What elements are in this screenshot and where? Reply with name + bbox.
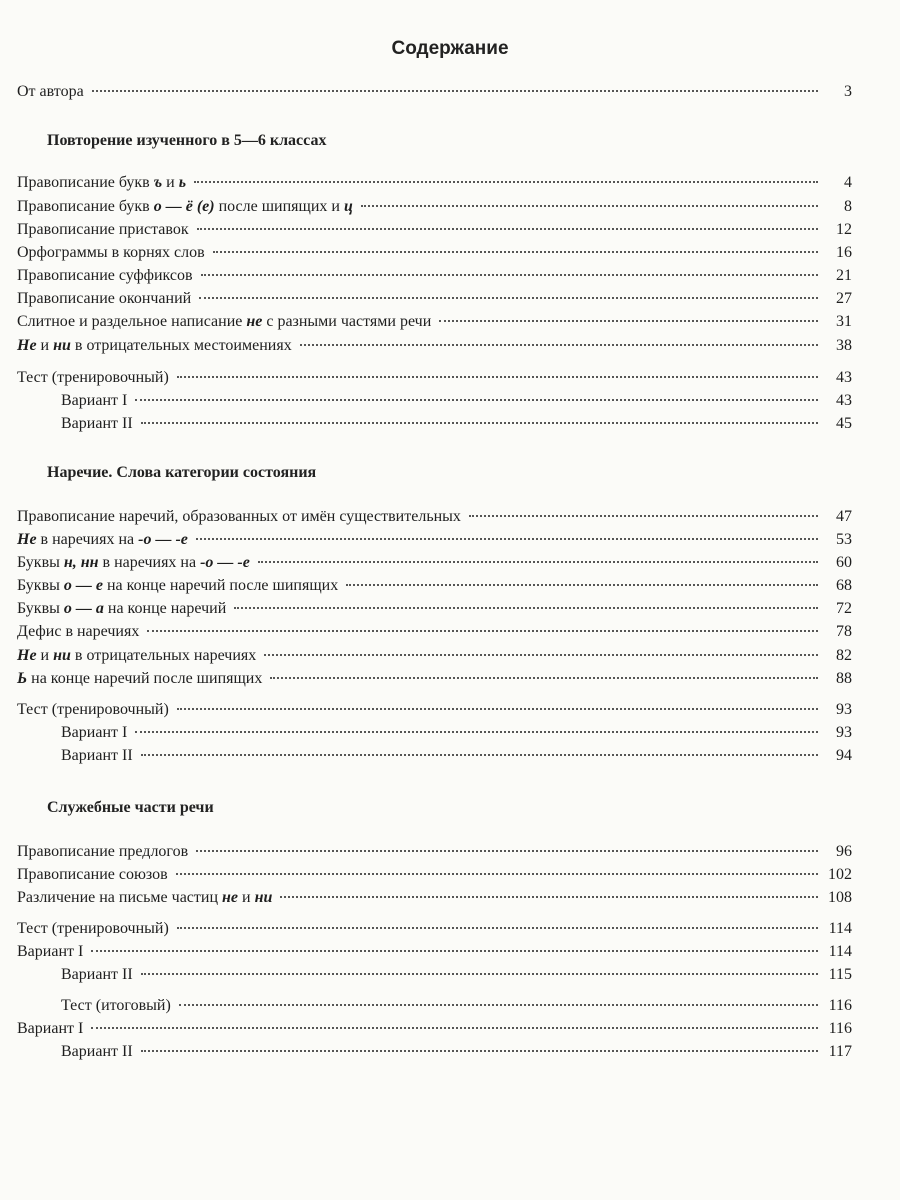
toc-entry[interactable] <box>17 621 852 643</box>
dot-leader <box>213 251 818 253</box>
toc-entry-label: Буквы н, нн в наречиях на -о — -е <box>17 554 250 571</box>
toc-entry[interactable] <box>17 196 852 218</box>
dot-leader <box>196 850 818 852</box>
toc-page-number: 93 <box>836 724 852 741</box>
toc-entry-label: Слитное и раздельное написание не с разными частями речи <box>17 313 432 330</box>
toc-entry-label: Буквы о — а на конце наречий <box>17 600 227 617</box>
dot-leader <box>439 320 818 322</box>
toc-page-number: 72 <box>836 600 852 617</box>
toc-entry-label: Буквы о — е на конце наречий после шипящих <box>17 577 339 594</box>
dot-leader <box>234 607 818 609</box>
toc-entry-label: Правописание суффиксов <box>17 267 193 284</box>
dot-leader <box>300 344 818 346</box>
toc-entry-label: Тест (итоговый) <box>61 997 171 1014</box>
dot-leader <box>199 297 818 299</box>
toc-page-number: 88 <box>836 670 852 687</box>
toc-entry[interactable] <box>61 390 852 412</box>
dot-leader <box>141 973 818 975</box>
toc-page-number: 27 <box>836 290 852 307</box>
toc-page-number: 3 <box>844 83 852 100</box>
toc-page-number: 96 <box>836 843 852 860</box>
dot-leader <box>469 515 818 517</box>
toc-entry[interactable] <box>17 265 852 287</box>
toc-entry[interactable] <box>61 722 852 744</box>
toc-entry-label: Ь на конце наречий после шипящих <box>17 670 263 687</box>
dot-leader <box>141 754 818 756</box>
toc-entry-label: Дефис в наречиях <box>17 623 140 640</box>
dot-leader <box>179 1004 818 1006</box>
toc-entry[interactable] <box>17 864 852 886</box>
toc-page-number: 114 <box>828 920 852 937</box>
toc-entry-label: Вариант II <box>61 1043 133 1060</box>
toc-entry[interactable] <box>17 219 852 241</box>
dot-leader <box>201 274 818 276</box>
dot-leader <box>177 376 818 378</box>
dot-leader <box>135 399 818 401</box>
toc-page-number: 45 <box>836 415 852 432</box>
toc-page-number: 8 <box>844 198 852 215</box>
toc-entry[interactable] <box>17 598 852 620</box>
toc-entry[interactable] <box>17 81 852 103</box>
dot-leader <box>176 873 818 875</box>
toc-entry[interactable] <box>17 335 852 357</box>
dot-leader <box>141 1050 818 1052</box>
toc-entry-label: Вариант II <box>61 415 133 432</box>
toc-page-number: 4 <box>844 174 852 191</box>
dot-leader <box>91 1027 818 1029</box>
dot-leader <box>177 708 818 710</box>
toc-entry[interactable] <box>17 918 852 940</box>
dot-leader <box>147 630 818 632</box>
toc-entry-label: Вариант I <box>61 724 128 741</box>
toc-page-number: 60 <box>836 554 852 571</box>
toc-entry[interactable] <box>61 745 852 767</box>
toc-page-number: 82 <box>836 647 852 664</box>
toc-entry[interactable] <box>17 552 852 574</box>
toc-page-number: 16 <box>836 244 852 261</box>
toc-entry-label: Правописание наречий, образованных от имён существительных <box>17 508 461 525</box>
toc-entry-label: Правописание окончаний <box>17 290 192 307</box>
toc-page-number: 117 <box>828 1043 852 1060</box>
toc-page-number: 115 <box>828 966 852 983</box>
toc-page-number: 94 <box>836 747 852 764</box>
toc-entry-label: Вариант I <box>17 1020 84 1037</box>
toc-entry-label: Тест (тренировочный) <box>17 701 169 718</box>
toc-entry[interactable] <box>17 645 852 667</box>
toc-entry[interactable] <box>17 172 852 194</box>
dot-leader <box>196 538 818 540</box>
toc-page-number: 21 <box>836 267 852 284</box>
toc-entry-label: Не и ни в отрицательных местоимениях <box>17 337 292 354</box>
toc-entry-label: Правописание букв ъ и ь <box>17 174 187 191</box>
dot-leader <box>177 927 818 929</box>
toc-entry[interactable] <box>61 413 852 435</box>
toc-entry[interactable] <box>17 367 852 389</box>
toc-entry[interactable] <box>61 964 852 986</box>
dot-leader <box>258 561 818 563</box>
toc-entry[interactable] <box>17 841 852 863</box>
toc-entry-label: Правописание предлогов <box>17 843 189 860</box>
dot-leader <box>135 731 818 733</box>
dot-leader <box>264 654 818 656</box>
toc-page-number: 114 <box>828 943 852 960</box>
toc-page-number: 108 <box>828 889 852 906</box>
section-heading: Наречие. Слова категории состояния <box>47 464 317 481</box>
toc-entry[interactable] <box>17 506 852 528</box>
toc-page-number: 43 <box>836 392 852 409</box>
section-heading: Повторение изученного в 5—6 классах <box>47 132 327 149</box>
dot-leader <box>270 677 818 679</box>
toc-entry[interactable] <box>17 699 852 721</box>
toc-entry[interactable] <box>17 242 852 264</box>
toc-entry-label: Вариант I <box>61 392 128 409</box>
dot-leader <box>197 228 818 230</box>
page-title: Содержание <box>391 38 509 59</box>
toc-entry-label: Вариант II <box>61 747 133 764</box>
toc-page-number: 47 <box>836 508 852 525</box>
toc-page-number: 102 <box>828 866 852 883</box>
toc-entry-label: От автора <box>17 83 84 100</box>
toc-page-number: 116 <box>828 997 852 1014</box>
toc-page-number: 12 <box>836 221 852 238</box>
toc-entry[interactable] <box>17 288 852 310</box>
toc-entry[interactable] <box>17 887 852 909</box>
toc-entry-label: Различение на письме частиц не и ни <box>17 889 273 906</box>
toc-entry-label: Тест (тренировочный) <box>17 369 169 386</box>
toc-page-number: 38 <box>836 337 852 354</box>
toc-entry[interactable] <box>17 311 852 333</box>
toc-entry[interactable] <box>17 668 852 690</box>
toc-page-number: 78 <box>836 623 852 640</box>
dot-leader <box>346 584 818 586</box>
dot-leader <box>91 950 818 952</box>
toc-entry-label: Правописание союзов <box>17 866 168 883</box>
toc-entry-label: Орфограммы в корнях слов <box>17 244 205 261</box>
section-heading: Служебные части речи <box>47 799 214 816</box>
dot-leader <box>92 90 818 92</box>
dot-leader <box>280 896 818 898</box>
toc-page-number: 116 <box>828 1020 852 1037</box>
toc-page-number: 53 <box>836 531 852 548</box>
toc-page-number: 31 <box>836 313 852 330</box>
dot-leader <box>194 181 818 183</box>
toc-entry[interactable] <box>61 1041 852 1063</box>
toc-page-number: 68 <box>836 577 852 594</box>
dot-leader <box>361 205 818 207</box>
toc-entry-label: Правописание букв о — ё (е) после шипящих и ц <box>17 198 353 215</box>
dot-leader <box>141 422 818 424</box>
toc-entry[interactable] <box>17 575 852 597</box>
toc-entry-label: Вариант I <box>17 943 84 960</box>
toc-page-number: 93 <box>836 701 852 718</box>
toc-entry-label: Не в наречиях на -о — -е <box>17 531 188 548</box>
toc-entry-label: Тест (тренировочный) <box>17 920 169 937</box>
toc-entry[interactable] <box>61 995 852 1017</box>
toc-entry[interactable] <box>17 1018 852 1040</box>
toc-entry-label: Вариант II <box>61 966 133 983</box>
toc-entry-label: Правописание приставок <box>17 221 189 238</box>
toc-entry-label: Не и ни в отрицательных наречиях <box>17 647 257 664</box>
toc-entry[interactable] <box>17 941 852 963</box>
toc-entry[interactable] <box>17 529 852 551</box>
toc-page-number: 43 <box>836 369 852 386</box>
